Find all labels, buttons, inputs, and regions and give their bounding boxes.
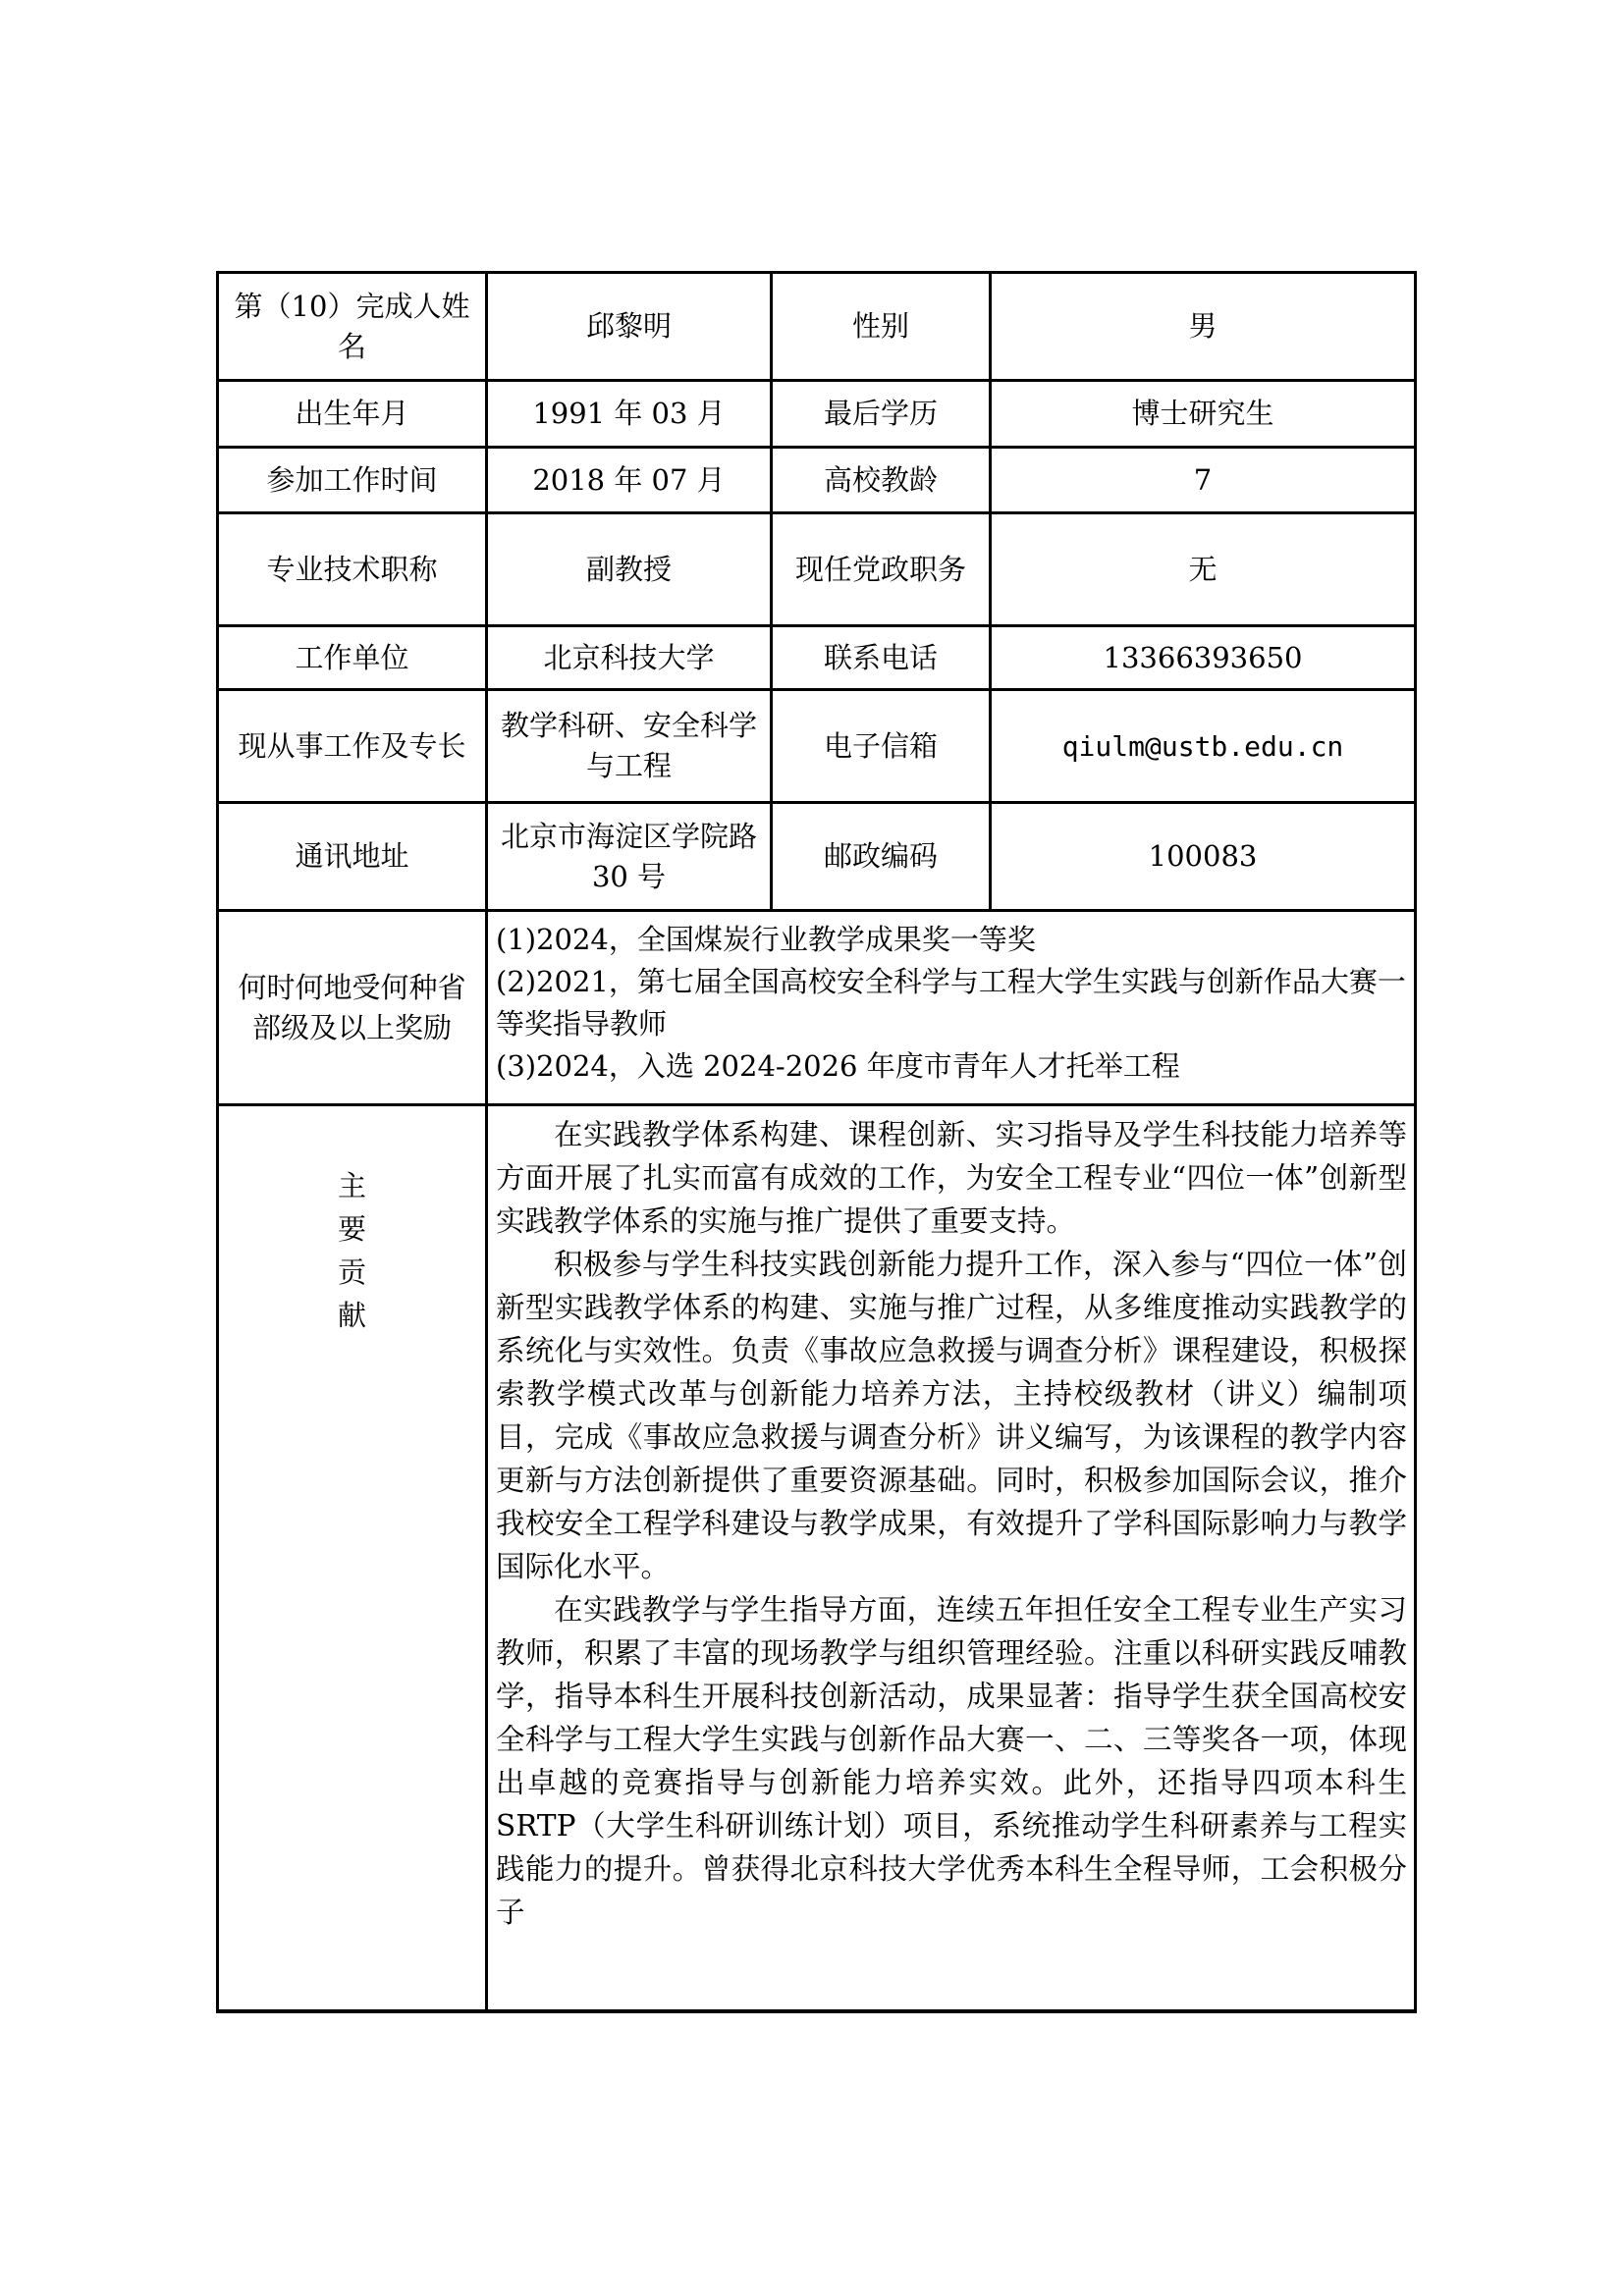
label-phone: 联系电话	[823, 640, 938, 674]
label-birth: 出生年月	[295, 397, 409, 430]
label-specialty: 现从事工作及专长	[238, 728, 466, 763]
value-teaching-years: 7	[1193, 462, 1213, 497]
value-title: 副教授	[585, 552, 672, 586]
label-employer: 工作单位	[295, 640, 409, 674]
label-address: 通讯地址	[295, 839, 409, 873]
value-name: 邱黎明	[585, 309, 672, 343]
label-completer-name: 第（10）完成人姓名	[234, 289, 470, 363]
value-birth: 1991 年 03 月	[532, 397, 726, 430]
label-awards: 何时何地受何种省部级及以上奖励	[238, 970, 466, 1044]
value-postcode: 100083	[1148, 839, 1258, 873]
awards-list	[496, 919, 1407, 1088]
value-party-post: 无	[1188, 552, 1218, 586]
label-char: 要	[337, 1212, 366, 1246]
label-char: 贡	[337, 1255, 366, 1289]
value-specialty: 教学科研、安全科学与工程	[500, 709, 757, 782]
label-work-start: 参加工作时间	[266, 462, 438, 497]
value-email: qiulm@ustb.edu.cn	[1061, 729, 1344, 763]
label-postcode: 邮政编码	[823, 839, 938, 873]
table-border-bottom	[216, 2009, 1417, 2013]
label-education: 最后学历	[823, 397, 938, 430]
label-teaching-years: 高校教龄	[823, 462, 938, 497]
contribution-paragraph: 积极参与学生科技实践创新能力提升工作，深入参与“四位一体”创新型实践教学体系的构建、实施与推广过程，从多维度推动实践教学的系统化与实效性。负责《事故应急救援与调查分析》课程建设，积极探索教学模式改革与创新能力培养方法，主持校级教材（讲义）编制项目，完成《事故应急救援与调查分析》讲义编写，为该课程的教学内容更新与方法创新提供了重要资源基础。同时，积极参加国际会议，推介我校安全工程学科建设与教学成果，有效提升了学科国际影响力与教学国际化水平。	[496, 1248, 1407, 1583]
award-item: (3)2024，入选 2024-2026 年度市青年人才托举工程	[496, 1049, 1180, 1083]
value-work-start: 2018 年 07 月	[532, 462, 726, 497]
label-email: 电子信箱	[823, 728, 938, 763]
row-divider	[216, 1103, 1417, 1106]
table-border-right	[1414, 271, 1417, 2012]
value-education: 博士研究生	[1131, 397, 1274, 430]
contribution-paragraph: 在实践教学与学生指导方面，连续五年担任安全工程专业生产实习教师，积累了丰富的现场教学与组织管理经验。注重以科研实践反哺教学，指导本科生开展科技创新活动，成果显著：指导学生获全国高校安全科学与工程大学生实践与创新作品大赛一、二、三等奖各一项，体现出卓越的竞赛指导与创新能力培养实效。此外，还指导四项本科生 SRTP（大学生科研训练计划）项目，系统推动学生科研素养与工程实践能力的提升。曾获得北京科技大学优秀本科生全程导师，工会积极分子	[496, 1593, 1407, 1929]
label-gender: 性别	[851, 309, 909, 343]
label-char: 主	[337, 1169, 366, 1202]
award-item: (2)2021，第七届全国高校安全科学与工程大学生实践与创新作品大赛一等奖指导教师	[496, 965, 1406, 1041]
label-title: 专业技术职称	[266, 552, 438, 586]
award-item: (1)2024，全国煤炭行业教学成果奖一等奖	[496, 923, 1036, 956]
contribution-paragraph: 在实践教学体系构建、课程创新、实习指导及学生科技能力培养等方面开展了扎实而富有成效的工作，为安全工程专业“四位一体”创新型实践教学体系的实施与推广提供了重要支持。	[496, 1118, 1407, 1238]
label-char: 献	[337, 1299, 366, 1332]
value-phone: 13366393650	[1103, 640, 1303, 674]
value-address: 北京市海淀区学院路 30 号	[500, 819, 757, 893]
label-party-post: 现任党政职务	[794, 552, 966, 586]
value-gender: 男	[1188, 309, 1218, 343]
label-contributions	[219, 1164, 485, 1337]
value-employer: 北京科技大学	[543, 640, 715, 674]
contributions-text	[496, 1113, 1407, 1934]
completer-info-table	[216, 271, 1417, 2012]
